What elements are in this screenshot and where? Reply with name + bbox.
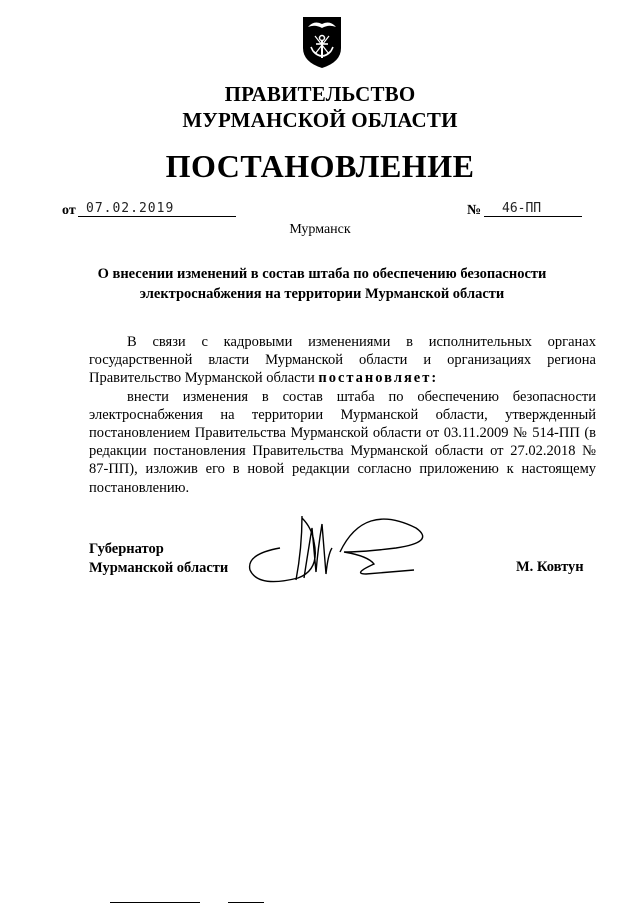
number-label: № [467,203,482,218]
signatory-title-line-1: Губернатор [89,541,164,557]
document-type: ПОСТАНОВЛЕНИЕ [165,148,475,184]
body-paragraph-1 [89,333,596,388]
body-paragraph-2: внести изменения в состав штаба по обеспечению безопасности электроснабжения на территории Мурманской области, утвержденный постановлением Правительства Мурманской области от 03.11.2009 № 514-ПП (в редакции постановления Правительства Мурманской области от 27.02.2018 № 87-ПП), изложив его в новой редакции согласно приложению к настоящему постановлению. [89,388,596,496]
paragraph-1-text: В связи с кадровыми изменениями в исполнительных органах государственной власти Мурманской области и организациях региона Правительство Мурманской области [89,334,596,387]
date-value: 07.02.2019 [78,201,236,217]
document-body [89,333,596,497]
number-value: 46-ПП [484,201,582,217]
signatory-title-line-2: Мурманской области [89,560,229,576]
registration-row [62,201,582,221]
signatory-name: М. Ковтун [516,559,584,575]
date-label: от [62,203,76,218]
issuer-line-1: ПРАВИТЕЛЬСТВО [224,82,416,106]
footer-divider-right [228,902,264,903]
document-subject [60,264,584,304]
subject-line-1: О внесении изменений в состав штаба по обеспечению безопасности [97,266,547,282]
decree-word: постановляет: [318,370,439,387]
subject-line-2: электроснабжения на территории Мурманской области [139,286,505,302]
city: Мурманск [289,222,351,237]
issuer-name [0,81,640,133]
handwritten-signature [244,508,434,588]
coat-of-arms-emblem [300,14,344,70]
footer-divider-left [110,902,200,903]
issuer-line-2: МУРМАНСКОЙ ОБЛАСТИ [182,108,458,132]
signatory-title [89,540,228,578]
